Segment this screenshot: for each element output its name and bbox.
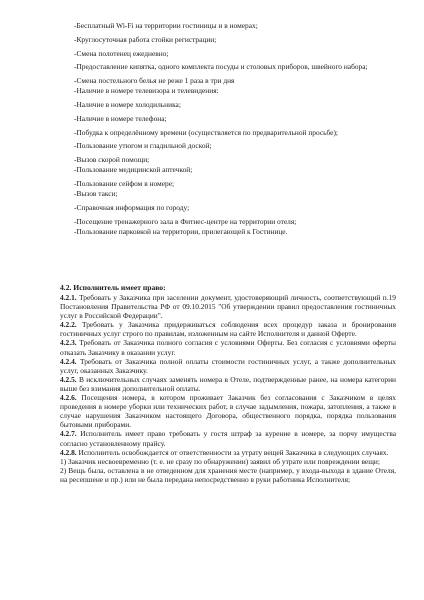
list-item: -Побудка к определённому времени (осуществляется по предварительной просьбе); xyxy=(74,127,338,137)
services-list xyxy=(74,22,396,242)
list-item: -Справочная информация по городу; xyxy=(74,203,190,213)
paragraph xyxy=(60,320,396,338)
list-item: -Бесплатный Wi-Fi на территории гостиницы и в номерах; xyxy=(74,21,258,30)
clause-number: 4.2.2. xyxy=(60,320,77,330)
clause-number: 4.2.3. xyxy=(60,338,77,348)
clause-number: 4.2.4. xyxy=(60,356,77,366)
paragraph xyxy=(60,357,396,375)
clause-text: В исключительных случаях заменять номера в Отеле, подтвержденные ранее, на номера категории выше без взимания дополнительной оплаты. xyxy=(60,374,396,393)
clause-text: Исполнитель имеет право требовать у гостя штраф за курение в номере, за порчу имущества согласно установленному прайсу. xyxy=(60,429,396,448)
clause-text: 2) Вещь была, оставлена в не отведенном для хранения месте (например, у входа-выхода в здание Отеля, на ресепшене и пр.) или не была передана непосредственно в руки работника Исполнителя; xyxy=(60,465,396,484)
paragraph xyxy=(60,448,396,457)
list-item: -Вызов такси; xyxy=(74,189,118,199)
list-item: -Пользование медицинской аптечкой; xyxy=(74,165,193,175)
list-item: -Смена постельного белья не реже 1 раза в три дня xyxy=(74,76,235,86)
list-item: -Пользование сейфом в номере; xyxy=(74,179,175,189)
clause-number: 4.2.7. xyxy=(60,429,77,439)
section-heading: 4.2. Исполнитель имеет право: xyxy=(60,283,166,292)
clause-text: Посещения номера, в котором проживает Заказчик без согласования с Заказчиком в целях проведения в номере уборки или технических работ, в случае задымления, пожара, затопления, а также в случае нарушения Заказчиком настоящего Договора, общественного порядка, порядка пользования бытовыми приборами. xyxy=(60,393,396,430)
list-item: -Вызов скорой помощи; xyxy=(74,155,150,165)
paragraph xyxy=(60,293,396,320)
list-item: -Наличие в номере холодильника; xyxy=(74,100,181,110)
clause-number: 4.2.1. xyxy=(60,293,77,302)
clause-number: 4.2.6. xyxy=(60,393,77,403)
paragraph xyxy=(60,375,396,393)
clause-text: 1) Заказчик несвоевременно (т. е. не сразу по обнаружении) заявил об утрате или повреждении вещи; xyxy=(60,456,380,466)
clause-text: Требовать от Заказчика полной оплаты стоимости гостиничных услуг, а также дополнительных услуг, оказанных Заказчику. xyxy=(60,356,396,375)
clause-text: Требовать от Заказчика полного согласия с условиями Оферты. Без согласия с условиями оферты отказать Заказчику в оказании услуг. xyxy=(60,338,396,357)
clause-number: 4.2.8. xyxy=(60,447,77,457)
list-item: -Посещение тренажерного зала в Фитнес-центре на территории отеля; xyxy=(74,216,297,226)
clause-text: Требовать у Заказчика при заселении документ, удостоверяющий личность, соответствующий п.19 Постановления Правительства РФ от 09.10.2015 "Об утверждении правил предоставления гостиничных услуг в Российской Федерации". xyxy=(60,293,396,321)
clause-number: 4.2.5. xyxy=(60,374,77,384)
list-item: -Смена полотенец ежедневно; xyxy=(74,48,169,58)
list-item: -Предоставление кипятка, одного комплекта посуды и столовых приборов, швейного набора; xyxy=(74,62,368,72)
paragraph xyxy=(60,338,396,356)
contract-section xyxy=(60,283,396,484)
list-item: -Круглосуточная работа стойки регистрации; xyxy=(74,34,217,44)
list-item: -Пользование парковкой на территории, прилегающей к Гостинице. xyxy=(74,227,288,237)
clause-text: Требовать у Заказчика придерживаться соблюдения всех процедур заказа и бронирования гостиничных услуг строго по правилам, изложенным на сайте Исполнителя и данной Оферте. xyxy=(60,320,396,339)
list-item: -Пользование утюгом и гладильной доской; xyxy=(74,141,212,151)
clause-text: Исполнитель освобождается от ответственности за утрату вещей Заказчика в следующих случаях. xyxy=(76,447,389,457)
list-item: -Наличие в номере телефона; xyxy=(74,113,167,123)
paragraph xyxy=(60,466,396,484)
paragraph xyxy=(60,457,396,466)
list-item: -Наличие в номере телевизора и телевидения: xyxy=(74,86,219,96)
paragraph xyxy=(60,393,396,429)
paragraph xyxy=(60,429,396,447)
